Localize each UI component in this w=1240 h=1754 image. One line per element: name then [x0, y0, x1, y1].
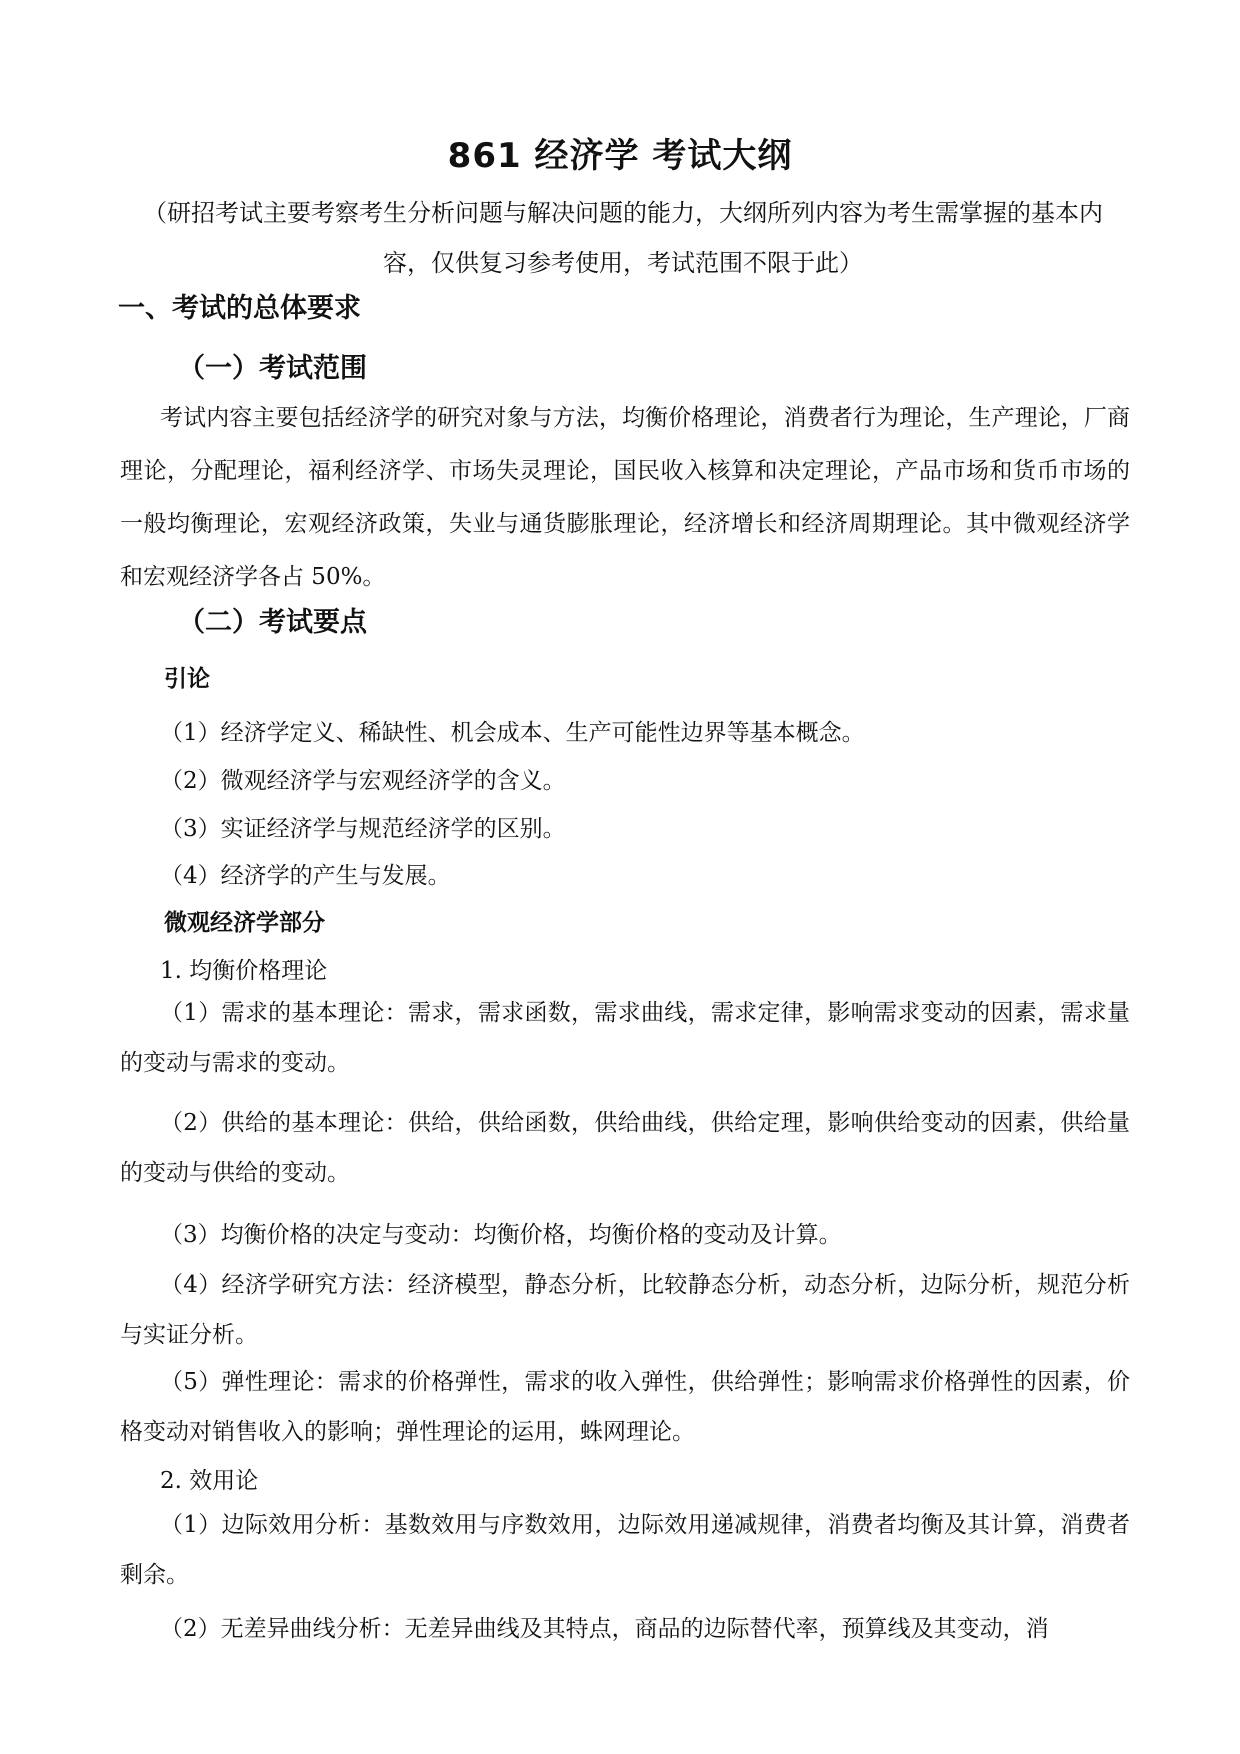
section-heading-general-requirements: 一、考试的总体要求	[118, 293, 361, 324]
intro-item: （2）微观经济学与宏观经济学的含义。	[160, 768, 566, 794]
topic-item: （3）均衡价格的决定与变动：均衡价格，均衡价格的变动及计算。	[160, 1222, 842, 1248]
topic-heading-utility-theory: 2. 效用论	[160, 1468, 259, 1494]
topic-item: （1）边际效用分析：基数效用与序数效用，边际效用递减规律，消费者均衡及其计算，消费者剩余。	[120, 1512, 1130, 1588]
document-title: 861 经济学 考试大纲	[447, 136, 793, 176]
scope-note-line-1: （研招考试主要考察考生分析问题与解决问题的能力，大纲所列内容为考生需掌握的基本内	[143, 199, 1103, 227]
topic-item: （1）需求的基本理论：需求，需求函数，需求曲线，需求定律，影响需求变动的因素，需求量的变动与需求的变动。	[120, 1000, 1130, 1076]
subsection-heading-exam-scope: （一）考试范围	[178, 353, 367, 384]
topic-item: （5）弹性理论：需求的价格弹性，需求的收入弹性，供给弹性；影响需求价格弹性的因素，价格变动对销售收入的影响；弹性理论的运用，蛛网理论。	[120, 1369, 1130, 1445]
intro-label: 引论	[164, 666, 210, 692]
topic-item: （2）供给的基本理论：供给，供给函数，供给曲线，供给定理，影响供给变动的因素，供给量的变动与供给的变动。	[120, 1110, 1130, 1186]
exam-scope-paragraph: 考试内容主要包括经济学的研究对象与方法，均衡价格理论，消费者行为理论，生产理论，厂商理论，分配理论，福利经济学、市场失灵理论，国民收入核算和决定理论，产品市场和货币市场的一般均衡理论，宏观经济政策，失业与通货膨胀理论，经济增长和经济周期理论。其中微观经济学和宏观经济学各占 50%。	[120, 405, 1130, 590]
topic-item: （4）经济学研究方法：经济模型，静态分析，比较静态分析，动态分析，边际分析，规范分析与实证分析。	[120, 1272, 1130, 1348]
intro-item: （3）实证经济学与规范经济学的区别。	[160, 816, 566, 842]
subsection-heading-exam-points: （二）考试要点	[178, 607, 367, 638]
topic-heading-equilibrium-price: 1. 均衡价格理论	[160, 958, 328, 984]
intro-item: （1）经济学定义、稀缺性、机会成本、生产可能性边界等基本概念。	[160, 720, 865, 746]
scope-note-line-2: 容，仅供复习参考使用，考试范围不限于此）	[383, 249, 863, 277]
intro-item: （4）经济学的产生与发展。	[160, 863, 451, 889]
micro-economics-label: 微观经济学部分	[164, 910, 325, 936]
topic-item: （2）无差异曲线分析：无差异曲线及其特点，商品的边际替代率，预算线及其变动，消	[160, 1616, 1049, 1642]
